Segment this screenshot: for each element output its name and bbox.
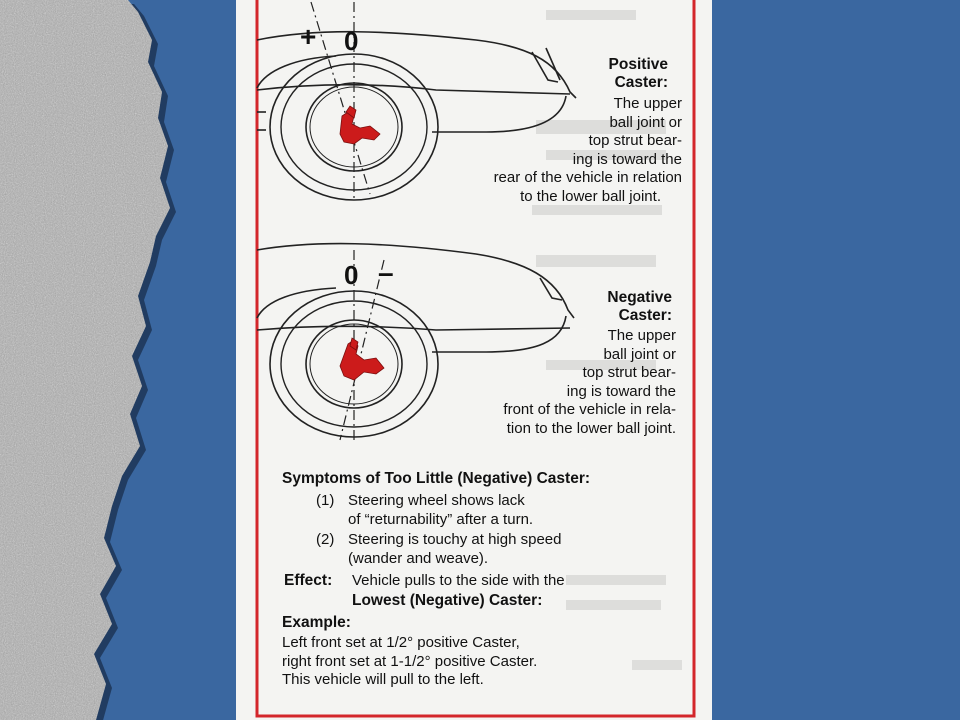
negative-body-line: front of the vehicle in rela- [503, 401, 676, 418]
negative-caster-title [607, 289, 672, 325]
negative-zero-mark: 0 [344, 260, 359, 290]
example-line: Left front set at 1/2° positive Caster, [282, 634, 520, 651]
positive-body-line: top strut bear- [588, 132, 682, 149]
example-body [282, 634, 537, 690]
symptom-item-2-line1: Steering is touchy at high speed [348, 531, 562, 548]
positive-body-line: to the lower ball joint. [520, 187, 661, 205]
positive-body-line: ing is toward the [572, 150, 682, 168]
example-label: Example: [282, 614, 351, 631]
negative-title-line1: Negative [607, 289, 672, 306]
negative-title-line2: Caster: [618, 307, 672, 324]
effect-label: Effect: [284, 572, 333, 589]
symptom-item-2-text [348, 531, 561, 568]
positive-body-line: rear of the vehicle in relation [493, 169, 682, 186]
symptom-item-1-line1: Steering wheel shows lack [348, 492, 525, 509]
positive-zero-mark: 0 [344, 26, 359, 56]
caster-document-page [236, 0, 712, 720]
negative-minus-sign: – [378, 257, 394, 288]
negative-body-line: The upper [607, 327, 676, 344]
negative-body-line: ball joint or [603, 345, 676, 363]
positive-plus-sign: + [300, 21, 317, 52]
symptom-item-2-line2: (wander and weave). [348, 549, 489, 567]
effect-line1: Vehicle pulls to the side with the [352, 572, 565, 589]
example-line: right front set at 1-1/2° positive Caster. [282, 652, 538, 670]
positive-title-line1: Positive [608, 56, 668, 73]
positive-body-line: ball joint or [609, 113, 682, 131]
negative-body-line: ing is toward the [566, 382, 676, 400]
positive-title-line2: Caster: [614, 74, 668, 91]
symptom-item-1-number: (1) [316, 492, 335, 509]
negative-body-line: tion to the lower ball joint. [506, 419, 676, 437]
negative-body-line: top strut bear- [582, 364, 676, 381]
positive-caster-spindle [340, 106, 380, 144]
stone-texture-border [0, 0, 240, 720]
negative-caster-spindle [340, 338, 384, 380]
positive-body-line: The upper [613, 95, 682, 112]
symptom-item-2-number: (2) [316, 531, 335, 548]
symptom-item-1-line2: of “returnability” after a turn. [348, 510, 534, 528]
symptom-item-1-text [348, 492, 533, 529]
positive-caster-body [494, 95, 682, 206]
example-line: This vehicle will pull to the left. [282, 671, 484, 688]
symptoms-heading: Symptoms of Too Little (Negative) Caster: [282, 470, 591, 487]
positive-caster-title [609, 56, 668, 92]
effect-line2: Lowest (Negative) Caster: [352, 592, 543, 609]
negative-caster-body [503, 327, 676, 438]
